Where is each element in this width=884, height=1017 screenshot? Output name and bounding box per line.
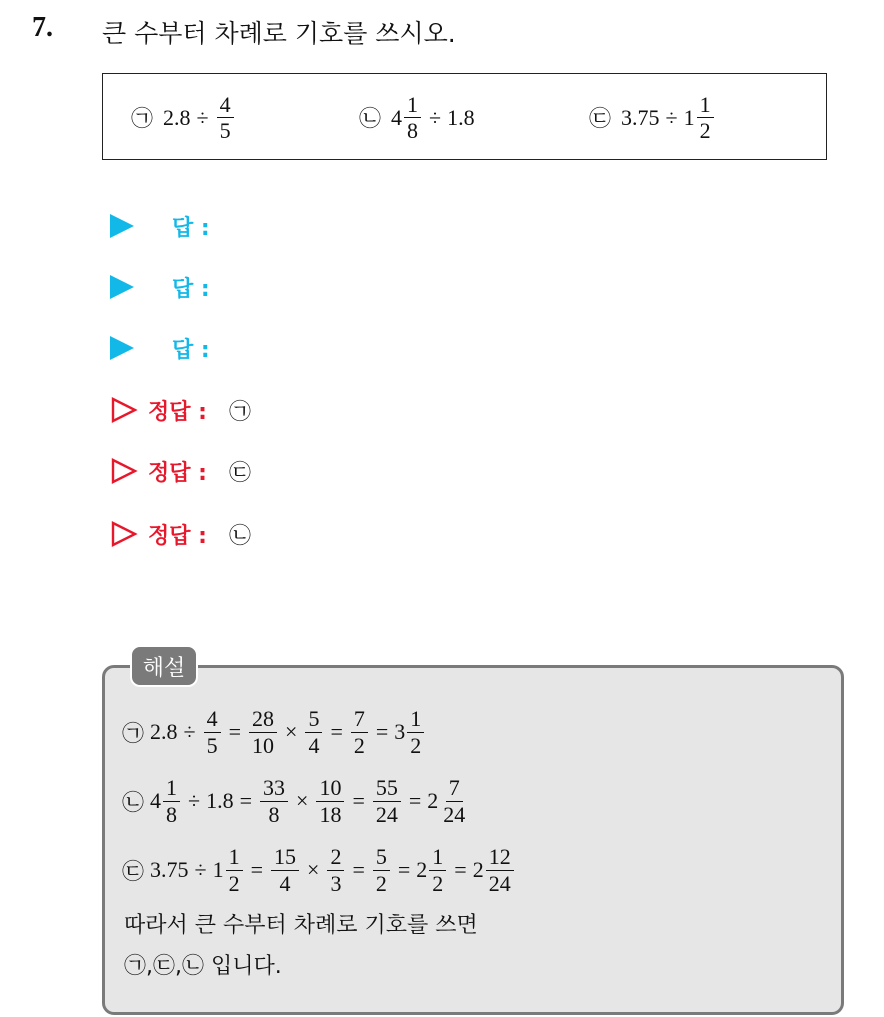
- numerator: 28: [249, 706, 277, 732]
- choice-value: 3.75: [621, 104, 660, 130]
- numerator: 12: [486, 844, 514, 870]
- mixed-whole: 4: [391, 104, 403, 130]
- correct-row-2: [110, 453, 251, 489]
- fraction: [697, 92, 714, 144]
- fraction: [316, 775, 344, 827]
- choice-marker: ㉠: [131, 107, 154, 132]
- numerator: 1: [163, 775, 180, 801]
- answer-row-1[interactable]: [110, 208, 210, 244]
- correct-row-3: [110, 516, 251, 552]
- equals-sign: =: [239, 788, 253, 813]
- numerator: 5: [305, 706, 322, 732]
- choice-a: [131, 74, 236, 161]
- numerator: 5: [373, 844, 390, 870]
- fraction: [351, 706, 368, 758]
- denominator: 4: [279, 870, 291, 896]
- mixed-whole: 3: [394, 719, 406, 744]
- correct-label: 정답 :: [148, 399, 207, 425]
- fraction: [217, 92, 234, 144]
- denominator: 2: [353, 732, 365, 758]
- equals-sign: =: [375, 719, 389, 744]
- value: 2.8: [150, 719, 178, 744]
- fraction: [226, 844, 243, 896]
- fraction: [204, 706, 221, 758]
- explanation-conclusion-1: 따라서 큰 수부터 차례로 기호를 쓰면: [124, 912, 478, 938]
- answer-label: 답 :: [172, 337, 210, 363]
- numerator: 7: [351, 706, 368, 732]
- play-triangle-icon: [110, 214, 134, 238]
- equals-sign: =: [408, 788, 422, 813]
- correct-label: 정답 :: [148, 523, 207, 549]
- fraction: [373, 844, 390, 896]
- divide-sign: ÷: [196, 104, 209, 130]
- equals-sign: =: [228, 719, 242, 744]
- play-triangle-icon: [110, 336, 134, 360]
- denominator: 2: [375, 870, 387, 896]
- fraction: [305, 706, 322, 758]
- denominator: 2: [410, 732, 422, 758]
- explanation-line-2: [122, 769, 470, 833]
- divide-sign: ÷: [665, 104, 678, 130]
- answer-row-3[interactable]: [110, 330, 210, 366]
- choice-marker: ㉢: [589, 107, 612, 132]
- denominator: 8: [407, 118, 419, 143]
- correct-label: 정답 :: [148, 460, 207, 486]
- times-sign: ×: [307, 857, 320, 882]
- divide-sign: ÷: [429, 104, 442, 130]
- equals-sign: =: [397, 857, 411, 882]
- correct-value: ㉠: [228, 399, 251, 425]
- numerator: 55: [373, 775, 401, 801]
- mixed-whole: 2: [416, 857, 428, 882]
- fraction: [407, 706, 424, 758]
- equals-sign: =: [330, 719, 343, 744]
- fraction: [440, 775, 468, 827]
- fraction: [429, 844, 446, 896]
- numerator: 1: [429, 844, 446, 870]
- choice-value: 2.8: [163, 104, 191, 130]
- answer-label: 답 :: [172, 215, 210, 241]
- numerator: 2: [327, 844, 344, 870]
- denominator: 2: [699, 118, 711, 143]
- correct-row-1: [110, 392, 251, 428]
- fraction: [373, 775, 401, 827]
- denominator: 3: [330, 870, 342, 896]
- equals-sign: =: [352, 788, 365, 813]
- value: 3.75: [150, 857, 189, 882]
- mixed-whole: 2: [472, 857, 484, 882]
- correct-value: ㉢: [228, 460, 251, 486]
- fraction: [327, 844, 344, 896]
- numerator: 10: [316, 775, 344, 801]
- fraction: [260, 775, 288, 827]
- correct-value: ㉡: [228, 523, 251, 549]
- denominator: 18: [319, 801, 342, 827]
- equals-sign: =: [250, 857, 264, 882]
- choice-marker: ㉢: [122, 859, 145, 885]
- equals-sign: =: [454, 857, 467, 882]
- mixed-whole: 2: [427, 788, 439, 813]
- numerator: 4: [217, 92, 234, 118]
- fraction: [163, 775, 180, 827]
- divide-sign: ÷: [194, 857, 207, 882]
- denominator: 2: [228, 870, 240, 896]
- outline-triangle-icon: [110, 520, 138, 548]
- mixed-whole: 1: [683, 104, 695, 130]
- divide-sign: ÷: [183, 719, 196, 744]
- denominator: 2: [432, 870, 444, 896]
- mixed-whole: 1: [212, 857, 224, 882]
- denominator: 8: [268, 801, 280, 827]
- explanation-line-1: [122, 700, 426, 764]
- numerator: 1: [697, 92, 714, 118]
- choice-b: [359, 74, 475, 161]
- denominator: 5: [206, 732, 218, 758]
- play-triangle-icon: [110, 275, 134, 299]
- numerator: 1: [407, 706, 424, 732]
- answer-label: 답 :: [172, 276, 210, 302]
- choice-c: [589, 74, 716, 161]
- times-sign: ×: [296, 788, 309, 813]
- explanation-tab: 해설: [130, 645, 198, 687]
- choice-value: 1.8: [447, 104, 475, 130]
- denominator: 5: [219, 118, 231, 143]
- numerator: 15: [271, 844, 299, 870]
- denominator: 24: [375, 801, 398, 827]
- denominator: 10: [252, 732, 275, 758]
- fraction: [486, 844, 514, 896]
- equals-sign: =: [352, 857, 365, 882]
- explanation-line-3: [122, 838, 516, 902]
- numerator: 4: [204, 706, 221, 732]
- choice-marker: ㉡: [122, 790, 145, 816]
- denominator: 4: [308, 732, 320, 758]
- value: 1.8: [206, 788, 234, 813]
- denominator: 8: [166, 801, 178, 827]
- denominator: 24: [443, 801, 466, 827]
- denominator: 24: [488, 870, 511, 896]
- outline-triangle-icon: [110, 396, 138, 424]
- explanation-conclusion-2: ㉠,㉢,㉡ 입니다.: [124, 953, 282, 979]
- fraction: [404, 92, 421, 144]
- times-sign: ×: [285, 719, 298, 744]
- fraction: [249, 706, 277, 758]
- divide-sign: ÷: [188, 788, 201, 813]
- numerator: 7: [446, 775, 463, 801]
- choice-marker: ㉡: [359, 107, 382, 132]
- numerator: 33: [260, 775, 288, 801]
- mixed-whole: 4: [150, 788, 162, 813]
- outline-triangle-icon: [110, 457, 138, 485]
- fraction: [271, 844, 299, 896]
- choice-marker: ㉠: [122, 721, 145, 747]
- question-number: 7.: [32, 12, 53, 43]
- numerator: 1: [404, 92, 421, 118]
- question-text: 큰 수부터 차례로 기호를 쓰시오.: [102, 19, 456, 48]
- numerator: 1: [226, 844, 243, 870]
- choices-box: [102, 73, 827, 160]
- answer-row-2[interactable]: [110, 269, 210, 305]
